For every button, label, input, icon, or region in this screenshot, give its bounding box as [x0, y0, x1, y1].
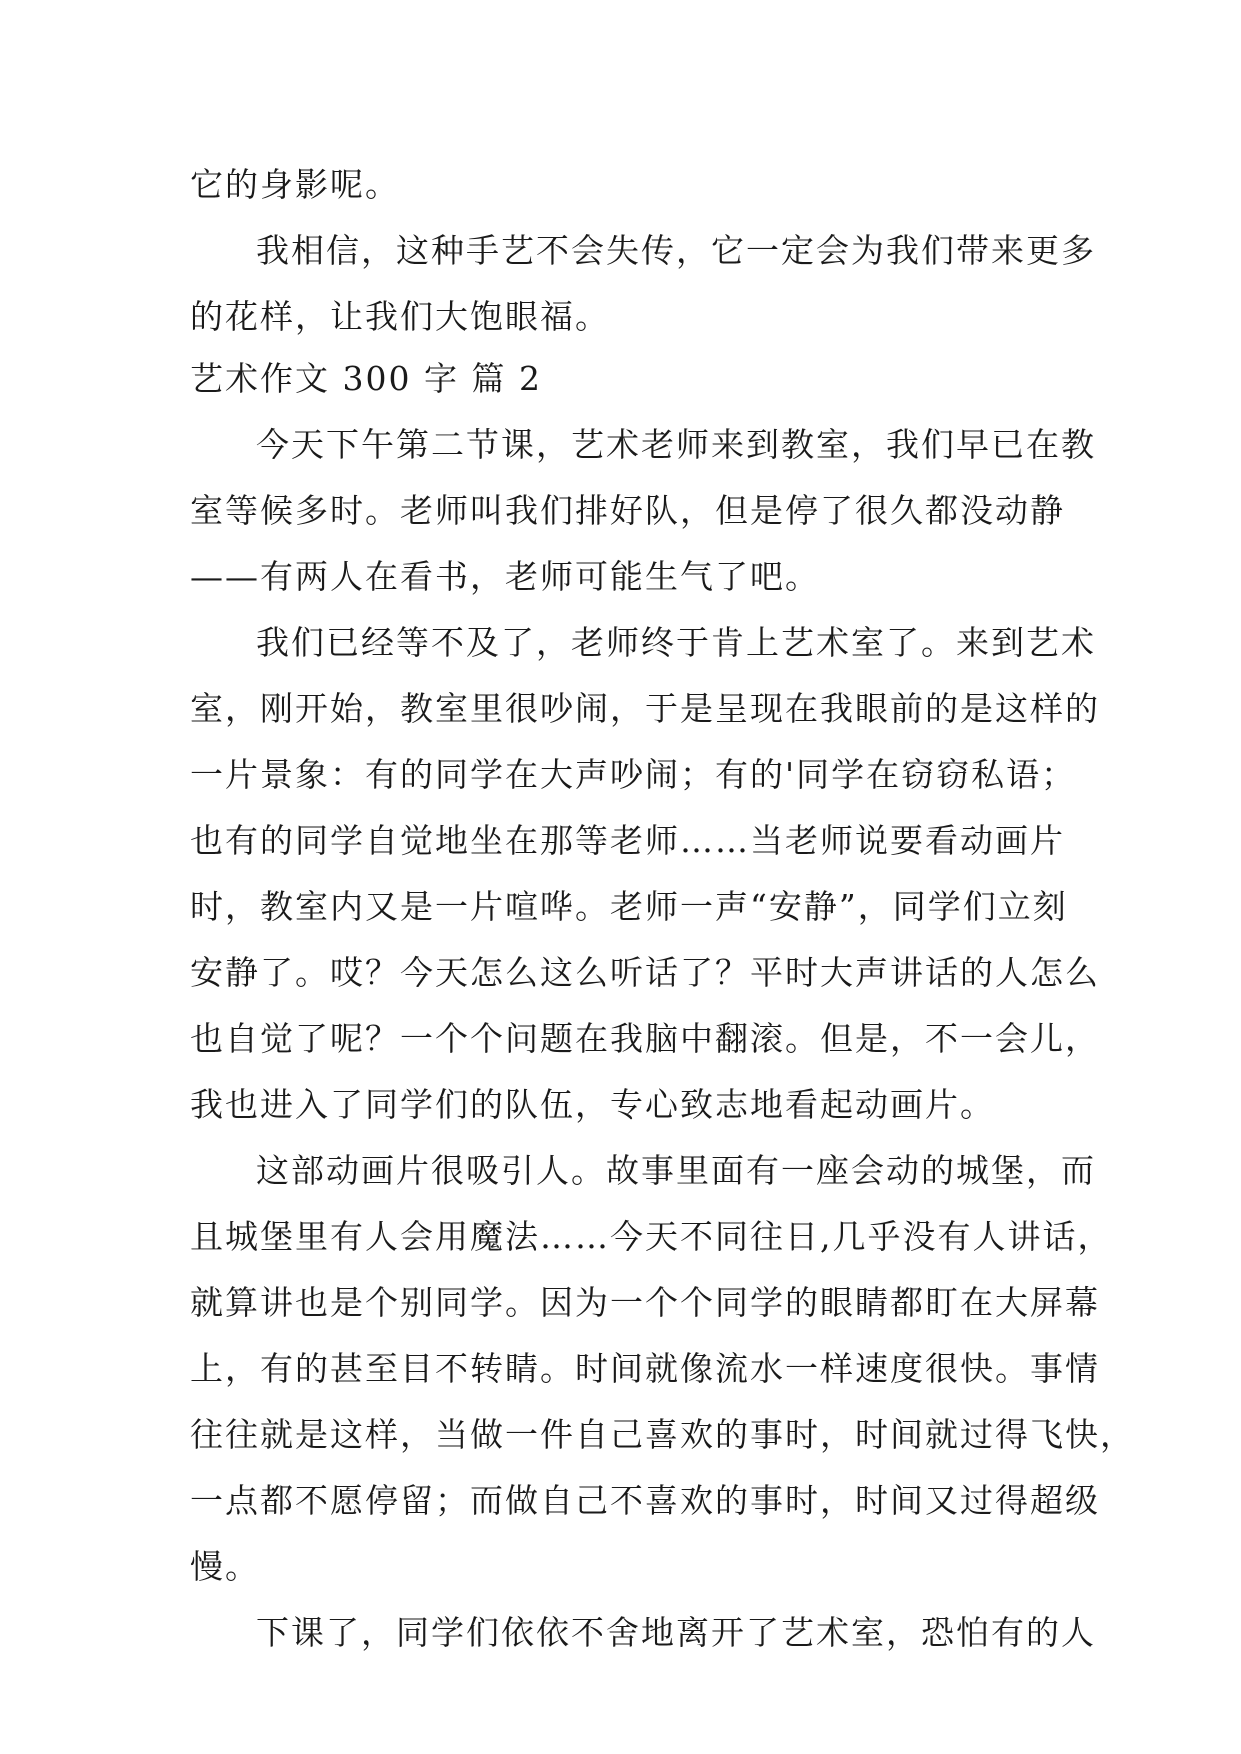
text-line: 我相信，这种手艺不会失传，它一定会为我们带来更多	[256, 231, 1096, 270]
text-line: 一片景象：有的同学在大声吵闹；有的'同学在窃窃私语；	[190, 755, 1077, 794]
text-line: 往往就是这样，当做一件自己喜欢的事时，时间就过得飞快，	[190, 1415, 1135, 1454]
text-line: 下课了，同学们依依不舍地离开了艺术室，恐怕有的人	[256, 1613, 1096, 1652]
text-line: 我也进入了同学们的队伍，专心致志地看起动画片。	[190, 1085, 995, 1124]
text-line: 的花样，让我们大饱眼福。	[190, 297, 610, 336]
text-line: 一点都不愿停留；而做自己不喜欢的事时，时间又过得超级	[190, 1481, 1100, 1520]
text-line: 也自觉了呢？一个个问题在我脑中翻滚。但是，不一会儿，	[190, 1019, 1100, 1058]
text-line: 室，刚开始，教室里很吵闹，于是呈现在我眼前的是这样的	[190, 689, 1100, 728]
text-line: 今天下午第二节课，艺术老师来到教室，我们早已在教	[256, 425, 1096, 464]
article-section	[190, 346, 1135, 1666]
text-line: 且城堡里有人会用魔法……今天不同往日,几乎没有人讲话，	[190, 1217, 1113, 1256]
text-line: 室等候多时。老师叫我们排好队，但是停了很久都没动静	[190, 491, 1065, 530]
text-line: 这部动画片很吸引人。故事里面有一座会动的城堡，而	[256, 1151, 1096, 1190]
text-line: 我们已经等不及了，老师终于肯上艺术室了。来到艺术	[256, 623, 1096, 662]
text-line: 也有的同学自觉地坐在那等老师……当老师说要看动画片	[190, 821, 1065, 860]
text-top	[190, 152, 1096, 350]
text-line: 安静了。哎？今天怎么这么听话了？平时大声讲话的人怎么	[190, 953, 1100, 992]
text-line: 就算讲也是个别同学。因为一个个同学的眼睛都盯在大屏幕	[190, 1283, 1100, 1322]
text-line: 它的身影呢。	[190, 165, 400, 204]
text-line: 时，教室内又是一片喧哗。老师一声“安静”，同学们立刻	[190, 887, 1068, 926]
text-line: 上，有的甚至目不转睛。时间就像流水一样速度很快。事情	[190, 1349, 1100, 1388]
section-heading: 艺术作文 300 字 篇 2	[190, 359, 542, 398]
text-line: 慢。	[190, 1547, 260, 1586]
text-line: ——有两人在看书，老师可能生气了吧。	[190, 557, 820, 596]
